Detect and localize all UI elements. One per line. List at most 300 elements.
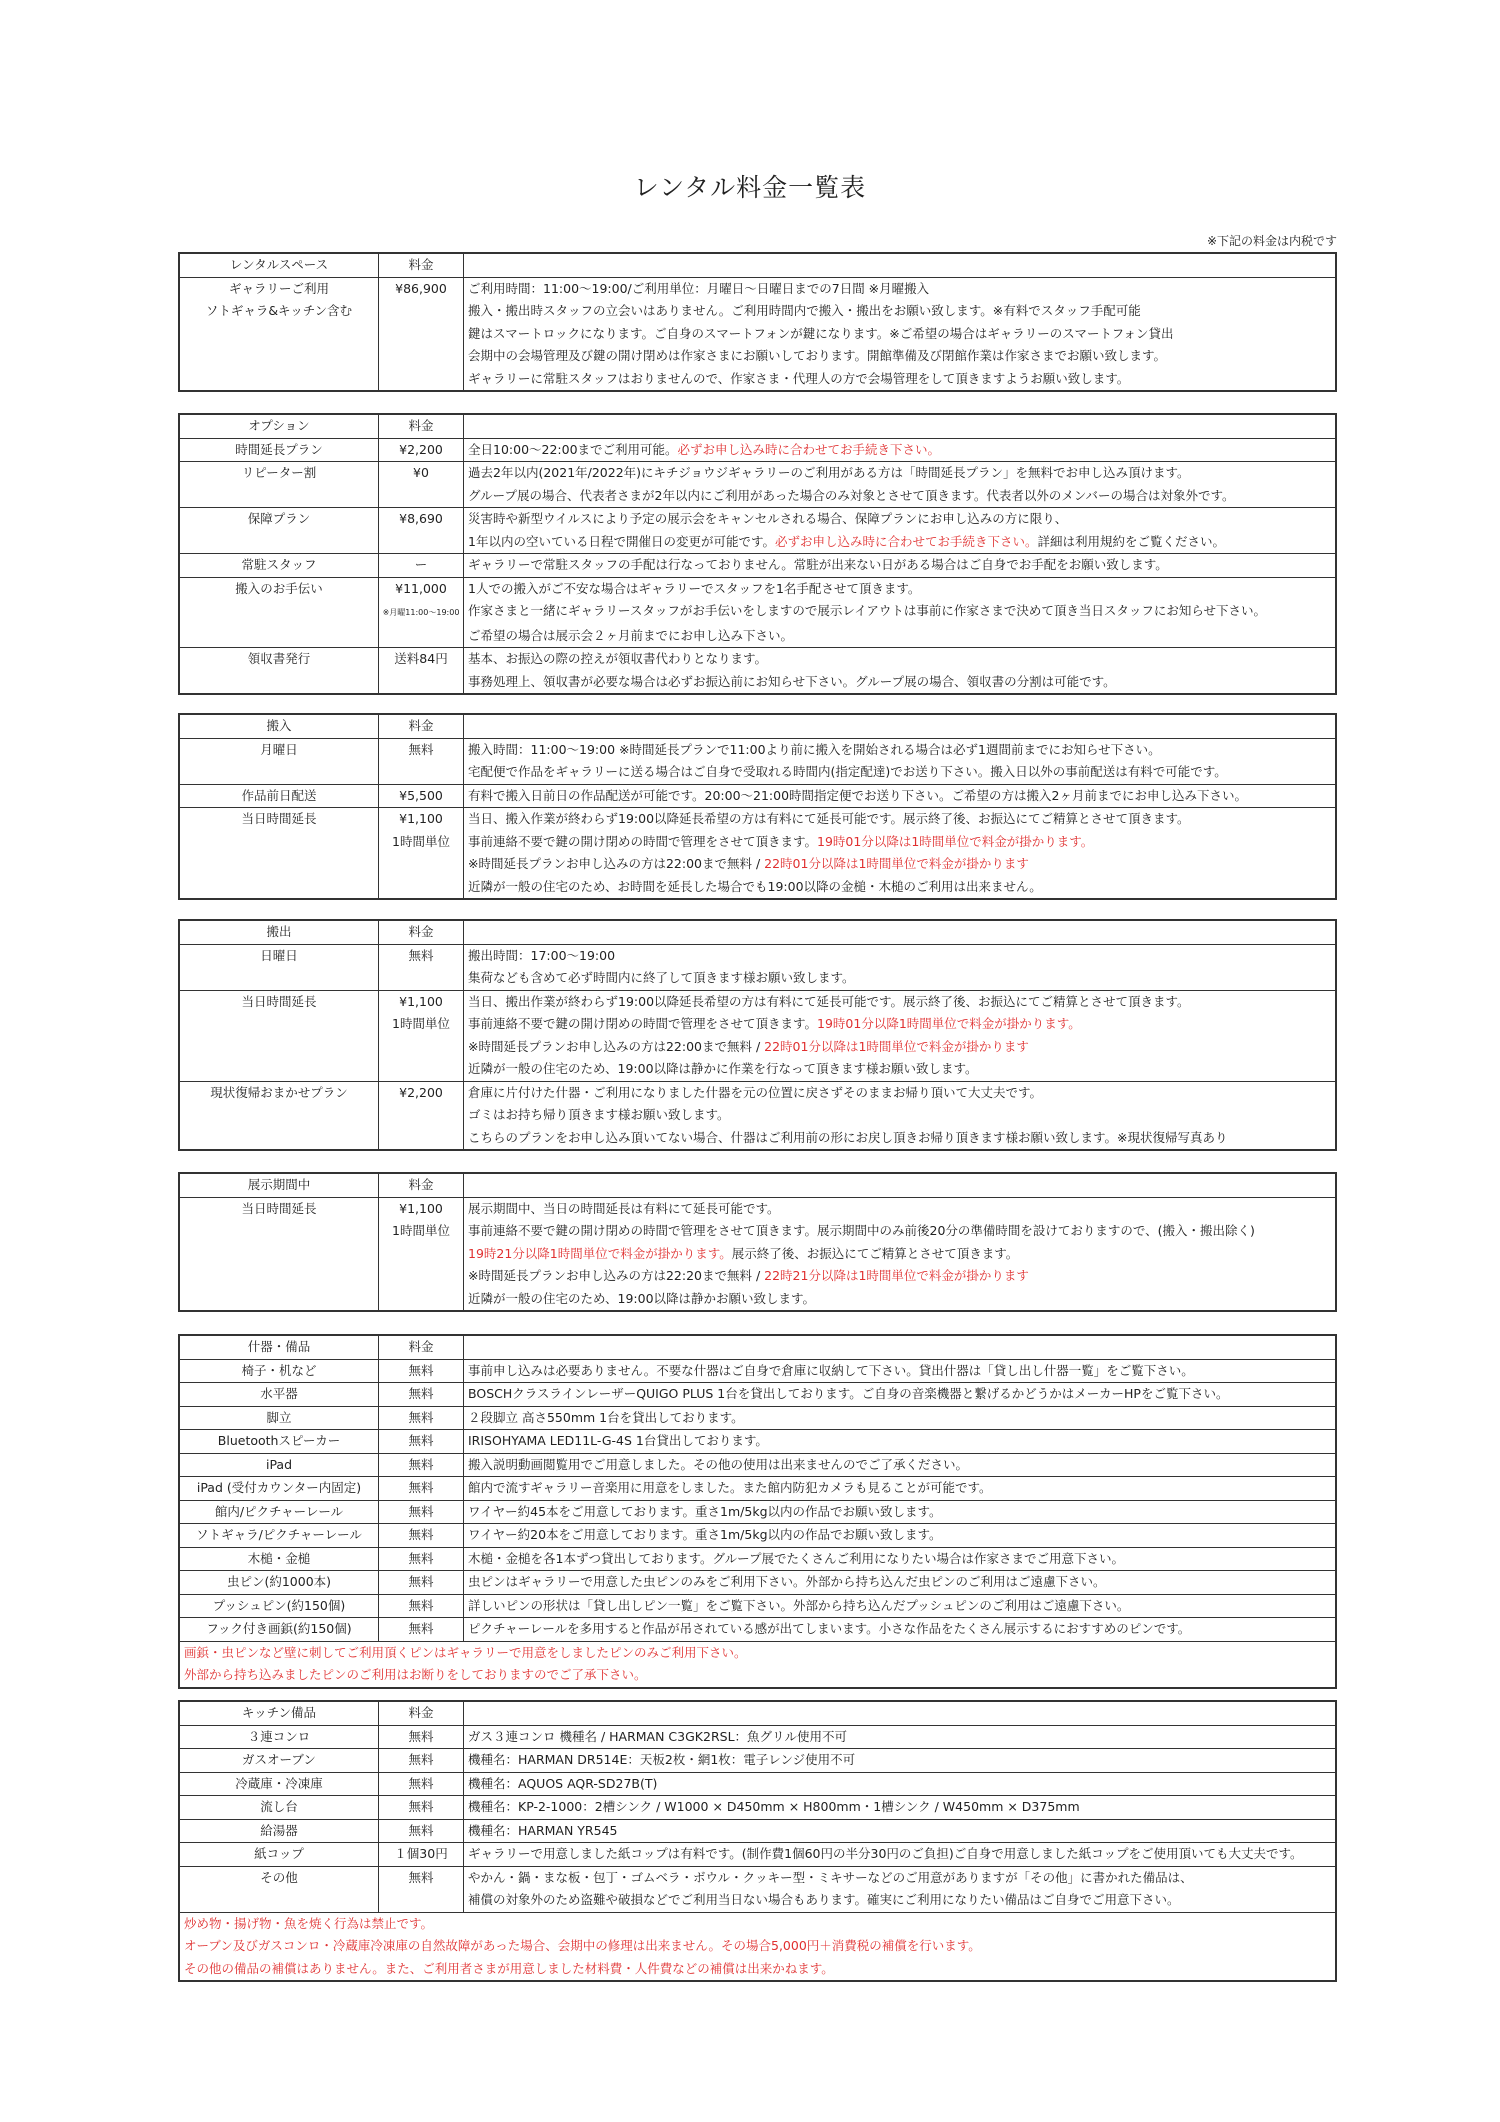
price-cell bbox=[379, 462, 464, 485]
description-text: 事務処理上、領収書が必要な場合は必ずお振込前にお知らせ下さい。グループ展の場合、領収書の分割は可能です。 bbox=[468, 673, 1116, 689]
price-cell bbox=[379, 1500, 464, 1524]
item-name-cell bbox=[180, 1594, 379, 1618]
price: 送料84円 bbox=[394, 651, 448, 666]
item-name-cell bbox=[180, 808, 379, 831]
item-name-cell bbox=[180, 554, 379, 578]
table-row bbox=[180, 1547, 1335, 1571]
table-row bbox=[180, 323, 1335, 346]
price-cell bbox=[379, 300, 464, 323]
table-row bbox=[180, 1430, 1335, 1454]
column-header bbox=[464, 715, 1336, 738]
item-name-cell bbox=[180, 990, 379, 1013]
price-cell bbox=[379, 323, 464, 346]
description-text: 集荷なども含めて必ず時間内に終了して頂きます様お願い致します。 bbox=[468, 970, 855, 985]
price-cell bbox=[379, 1453, 464, 1477]
price-cell bbox=[379, 1772, 464, 1796]
item-name-cell bbox=[180, 1796, 379, 1820]
table-row bbox=[180, 853, 1335, 876]
description-highlight: 必ずお申し込み時に合わせてお手続き下さい。 bbox=[774, 533, 1038, 549]
price: 無料 bbox=[408, 1574, 434, 1589]
description-text: こちらのプランをお申し込み頂いてない場合、什器はご利用前の形にお戻し頂きお帰り頂きます様お願い致します。※現状復帰写真あり bbox=[468, 1129, 1228, 1145]
description-cell bbox=[464, 1889, 1336, 1912]
description-text: ※時間延長プランお申し込みの方は22:00まで無料 / bbox=[468, 856, 765, 871]
description-cell bbox=[464, 300, 1336, 323]
price-cell bbox=[379, 368, 464, 391]
description-cell bbox=[464, 761, 1336, 784]
price: １個30円 bbox=[394, 1846, 448, 1861]
price-cell bbox=[379, 554, 464, 578]
table-row bbox=[180, 531, 1335, 554]
price: ¥1,100 bbox=[399, 1200, 443, 1216]
description-text: 近隣が一般の住宅のため、19:00以降は静かお願い致します。 bbox=[468, 1290, 816, 1306]
column-header: 搬出 bbox=[180, 921, 379, 944]
item-name-cell bbox=[180, 738, 379, 761]
price: 無料 bbox=[408, 1386, 434, 1401]
table-row bbox=[180, 1058, 1335, 1081]
price: 無料 bbox=[408, 1752, 434, 1767]
table-row bbox=[180, 1243, 1335, 1266]
table-row bbox=[180, 368, 1335, 391]
table-row bbox=[180, 990, 1335, 1013]
description-cell bbox=[464, 853, 1336, 876]
price-cell bbox=[379, 967, 464, 990]
description-highlight: 必ずお申し込み時に合わせてお手続き下さい。 bbox=[677, 441, 941, 457]
table-header-row bbox=[180, 921, 1335, 944]
item-name-cell bbox=[180, 1889, 379, 1912]
description-text: 展示期間中、当日の時間延長は有料にて延長可能です。 bbox=[468, 1200, 780, 1216]
price: ¥2,200 bbox=[399, 441, 443, 457]
description-cell bbox=[464, 1243, 1336, 1266]
description-cell bbox=[464, 1547, 1336, 1571]
table-row bbox=[180, 625, 1335, 648]
table-row bbox=[180, 1749, 1335, 1773]
item-name-cell bbox=[180, 1359, 379, 1383]
description-cell bbox=[464, 345, 1336, 368]
price: 無料 bbox=[408, 1621, 434, 1636]
description-text: 作家さまと一緒にギャラリースタッフがお手伝いをしますので展示レイアウトは事前に作家さまで決めて頂き当日スタッフにお知らせ下さい。 bbox=[468, 603, 1267, 618]
column-header: 料金 bbox=[379, 1336, 464, 1359]
notes-block bbox=[180, 1641, 1335, 1687]
section-options bbox=[178, 413, 1337, 695]
section-notes bbox=[180, 1912, 1335, 1981]
table-row bbox=[180, 1725, 1335, 1749]
price: 無料 bbox=[408, 1480, 434, 1495]
item-name-cell bbox=[180, 761, 379, 784]
table-row bbox=[180, 508, 1335, 531]
item-name-cell bbox=[180, 1265, 379, 1288]
price-cell bbox=[379, 1430, 464, 1454]
description-cell bbox=[464, 277, 1336, 300]
description-text: ギャラリーで用意しました紙コップは有料です。(制作費1個60円の半分30円のご負担)ご自身で用意しました紙コップをご使用頂いても大丈夫です。 bbox=[468, 1846, 1303, 1861]
description-cell bbox=[464, 554, 1336, 578]
description-cell bbox=[464, 1571, 1336, 1595]
item-name-cell bbox=[180, 784, 379, 808]
table-row bbox=[180, 1477, 1335, 1501]
price-cell bbox=[379, 277, 464, 300]
item-name: iPad (受付カウンター内固定) bbox=[196, 1480, 362, 1495]
table-row bbox=[180, 1104, 1335, 1127]
table-row bbox=[180, 1889, 1335, 1912]
table-row bbox=[180, 1127, 1335, 1150]
description-text: 近隣が一般の住宅のため、19:00以降は静かに作業を行なって頂きます様お願い致します。 bbox=[468, 1061, 978, 1076]
price-cell bbox=[379, 808, 464, 831]
item-name: 館内/ピクチャーレール bbox=[214, 1503, 344, 1519]
price-cell bbox=[379, 485, 464, 508]
item-name-cell bbox=[180, 1477, 379, 1501]
description-cell bbox=[464, 531, 1336, 554]
description-cell bbox=[464, 738, 1336, 761]
description-cell bbox=[464, 671, 1336, 694]
table-header-row bbox=[180, 1336, 1335, 1359]
description-text: ワイヤー約45本をご用意しております。重さ1m/5kg以内の作品でお願い致します。 bbox=[468, 1503, 942, 1519]
item-name: その他 bbox=[260, 1869, 298, 1885]
column-header bbox=[464, 415, 1336, 438]
description-text: BOSCHクラスラインレーザーQUIGO PLUS 1台を貸出しております。ご自身の音楽機器と繋げるかどうかはメーカーHPをご覧下さい。 bbox=[468, 1386, 1229, 1401]
price-cell bbox=[379, 1524, 464, 1548]
item-name: Bluetoothスピーカー bbox=[217, 1433, 341, 1448]
price: ¥8,690 bbox=[399, 511, 443, 526]
description-highlight: 22時01分以降は1時間単位で料金が掛かります bbox=[764, 856, 1029, 871]
note-line: その他の備品の補償はありません。また、ご利用者さまが用意しました材料費・人件費などの補償は出来かねます。 bbox=[184, 1960, 834, 1976]
description-text: 展示終了後、お振込にてご精算とさせて頂きます。 bbox=[731, 1245, 1019, 1261]
description-text: IRISOHYAMA LED11L-G-4S 1台貸出しております。 bbox=[468, 1433, 768, 1448]
description-text: 宅配便で作品をギャラリーに送る場合はご自身で受取れる時間内(指定配達)でお送り下さい。搬入日以外の事前配送は有料で可能です。 bbox=[468, 764, 1227, 779]
price-cell bbox=[379, 1081, 464, 1104]
price: 無料 bbox=[408, 1799, 434, 1814]
item-name-cell bbox=[180, 1288, 379, 1311]
price: ー bbox=[414, 557, 428, 572]
item-name: ガスオーブン bbox=[242, 1752, 316, 1767]
description-text: 機種名：HARMAN YR545 bbox=[468, 1822, 618, 1838]
table-row bbox=[180, 1796, 1335, 1820]
description-cell bbox=[464, 1749, 1336, 1773]
note-line: オーブン及びガスコンロ・冷蔵庫冷凍庫の自然故障があった場合、会期中の修理は出来ません。その場合5,000円＋消費税の補償を行います。 bbox=[184, 1938, 981, 1953]
item-name: フック付き画鋲(約150個) bbox=[206, 1621, 352, 1636]
table-row bbox=[180, 671, 1335, 694]
item-name-cell bbox=[180, 1571, 379, 1595]
price: ¥1,100 bbox=[399, 811, 443, 826]
price-cell bbox=[379, 761, 464, 784]
table-row bbox=[180, 1453, 1335, 1477]
section-fixtures bbox=[178, 1334, 1337, 1689]
table-row bbox=[180, 1288, 1335, 1311]
column-header: オプション bbox=[180, 415, 379, 438]
item-name: 紙コップ bbox=[254, 1846, 304, 1861]
description-text: 搬入説明動画閲覧用でご用意しました。その他の使用は出来ませんのでご了承ください。 bbox=[468, 1456, 969, 1472]
column-header: 料金 bbox=[379, 1174, 464, 1197]
item-name-cell bbox=[180, 967, 379, 990]
price-cell bbox=[379, 1819, 464, 1843]
price-cell bbox=[379, 438, 464, 462]
price: 1時間単位 bbox=[392, 1016, 450, 1031]
description-text: 基本、お振込の際の控えが領収書代わりとなります。 bbox=[468, 651, 768, 666]
column-header: 搬入 bbox=[180, 715, 379, 738]
description-text: ワイヤー約20本をご用意しております。重さ1m/5kg以内の作品でお願い致します。 bbox=[468, 1527, 942, 1542]
price-cell bbox=[379, 1477, 464, 1501]
price-cell bbox=[379, 1058, 464, 1081]
item-name-cell bbox=[180, 1220, 379, 1243]
notes-block bbox=[180, 1912, 1335, 1981]
price: 無料 bbox=[408, 1728, 434, 1744]
description-text: ２段脚立 高さ550mm 1台を貸出しております。 bbox=[468, 1409, 744, 1425]
item-name: ソトギャラ&キッチン含む bbox=[205, 303, 353, 318]
price: 無料 bbox=[408, 1527, 434, 1542]
item-name: 常駐スタッフ bbox=[241, 557, 317, 572]
description-cell bbox=[464, 1618, 1336, 1641]
section-rental-space bbox=[178, 252, 1337, 392]
item-name-cell bbox=[180, 368, 379, 391]
item-name: 時間延長プラン bbox=[235, 441, 323, 457]
item-name-cell bbox=[180, 1524, 379, 1548]
description-text: ご利用時間：11:00〜19:00/ご利用単位：月曜日〜日曜日までの7日間 ※月曜搬入 bbox=[468, 280, 930, 296]
price-cell bbox=[379, 345, 464, 368]
note-line: 炒め物・揚げ物・魚を焼く行為は禁止です。 bbox=[184, 1915, 434, 1931]
item-name: 当日時間延長 bbox=[241, 1200, 317, 1216]
description-cell bbox=[464, 990, 1336, 1013]
price-cell bbox=[379, 1889, 464, 1912]
description-cell bbox=[464, 1081, 1336, 1104]
price-cell bbox=[379, 990, 464, 1013]
description-highlight: 19時01分以降は1時間単位で料金が掛かります。 bbox=[817, 833, 1094, 849]
description-cell bbox=[464, 648, 1336, 671]
item-name-cell bbox=[180, 1430, 379, 1454]
price: 無料 bbox=[408, 741, 434, 757]
price-cell bbox=[379, 1383, 464, 1407]
table-row bbox=[180, 1819, 1335, 1843]
description-text: 事前連絡不要で鍵の開け閉めの時間で管理をさせて頂きます。 bbox=[468, 833, 818, 849]
table-row bbox=[180, 1866, 1335, 1889]
price-cell bbox=[379, 876, 464, 899]
price-cell bbox=[379, 1220, 464, 1243]
table-row bbox=[180, 1036, 1335, 1059]
table-header-row bbox=[180, 1174, 1335, 1197]
note-line: 外部から持ち込みましたピンのご利用はお断りをしておりますのでご了承下さい。 bbox=[184, 1667, 647, 1682]
table-row bbox=[180, 1406, 1335, 1430]
price-cell bbox=[379, 1265, 464, 1288]
item-name: 流し台 bbox=[260, 1799, 298, 1814]
item-name-cell bbox=[180, 1453, 379, 1477]
description-cell bbox=[464, 625, 1336, 648]
price: 無料 bbox=[408, 1869, 434, 1885]
item-name: 椅子・机など bbox=[241, 1362, 317, 1378]
item-name: 給湯器 bbox=[260, 1822, 298, 1838]
column-header: キッチン備品 bbox=[180, 1702, 379, 1725]
description-cell bbox=[464, 967, 1336, 990]
price-cell bbox=[379, 1406, 464, 1430]
item-name-cell bbox=[180, 1749, 379, 1773]
description-text: ※時間延長プランお申し込みの方は22:00まで無料 / bbox=[468, 1038, 765, 1054]
description-text: 詳しいピンの形状は「貸し出しピン一覧」をご覧下さい。外部から持ち込んだプッシュピンのご利用はご遠慮下さい。 bbox=[468, 1597, 1130, 1613]
item-name-cell bbox=[180, 671, 379, 694]
section-carry-out bbox=[178, 919, 1337, 1151]
price-cell bbox=[379, 1594, 464, 1618]
price-cell bbox=[379, 1571, 464, 1595]
description-cell bbox=[464, 462, 1336, 485]
price-cell bbox=[379, 600, 464, 625]
description-cell bbox=[464, 1796, 1336, 1820]
item-name: 当日時間延長 bbox=[241, 993, 317, 1009]
table-row bbox=[180, 808, 1335, 831]
price-cell bbox=[379, 671, 464, 694]
price: 無料 bbox=[408, 1775, 434, 1791]
item-name-cell bbox=[180, 1866, 379, 1889]
price-cell bbox=[379, 784, 464, 808]
description-cell bbox=[464, 784, 1336, 808]
description-cell bbox=[464, 1477, 1336, 1501]
description-cell bbox=[464, 831, 1336, 854]
price-cell bbox=[379, 1359, 464, 1383]
description-text: 詳細は利用規約をご覧ください。 bbox=[1037, 533, 1225, 549]
price: ※月曜11:00〜19:00 bbox=[382, 608, 460, 617]
description-cell bbox=[464, 1104, 1336, 1127]
price: ¥86,900 bbox=[395, 280, 447, 296]
price: 1時間単位 bbox=[392, 1223, 450, 1238]
item-name: プッシュピン(約150個) bbox=[212, 1597, 346, 1613]
description-text: ゴミはお持ち帰り頂きます様お願い致します。 bbox=[468, 1107, 730, 1122]
price-cell bbox=[379, 531, 464, 554]
column-header bbox=[464, 1702, 1336, 1725]
item-name-cell bbox=[180, 1081, 379, 1104]
table-row bbox=[180, 1618, 1335, 1641]
item-name-cell bbox=[180, 277, 379, 300]
table-row bbox=[180, 784, 1335, 808]
description-cell bbox=[464, 1500, 1336, 1524]
description-cell bbox=[464, 1430, 1336, 1454]
description-text: ガス３連コンロ 機種名 / HARMAN C3GK2RSL：魚グリル使用不可 bbox=[468, 1728, 848, 1744]
table-row bbox=[180, 648, 1335, 671]
price: 無料 bbox=[408, 1456, 434, 1472]
table-header-row bbox=[180, 715, 1335, 738]
table-row bbox=[180, 1359, 1335, 1383]
price-cell bbox=[379, 1843, 464, 1867]
item-name-cell bbox=[180, 345, 379, 368]
item-name: 脚立 bbox=[266, 1409, 292, 1425]
table-row bbox=[180, 831, 1335, 854]
description-text: 当日、搬出作業が終わらず19:00以降延長希望の方は有料にて延長可能です。展示終了後、お振込にてご精算とさせて頂きます。 bbox=[468, 993, 1190, 1009]
item-name-cell bbox=[180, 1036, 379, 1059]
price-cell bbox=[379, 1547, 464, 1571]
note-line: 画鋲・虫ピンなど壁に刺してご利用頂くピンはギャラリーで用意をしましたピンのみご利用下さい。 bbox=[184, 1644, 747, 1660]
table-row bbox=[180, 1500, 1335, 1524]
table-row bbox=[180, 944, 1335, 967]
description-cell bbox=[464, 368, 1336, 391]
description-text: 搬入・搬出時スタッフの立会いはありません。ご利用時間内で搬入・搬出をお願い致します。※有料でスタッフ手配可能 bbox=[468, 303, 1141, 318]
description-text: 虫ピンはギャラリーで用意した虫ピンのみをご利用下さい。外部から持ち込んだ虫ピンのご利用はご遠慮下さい。 bbox=[468, 1574, 1106, 1589]
item-name-cell bbox=[180, 876, 379, 899]
price: 無料 bbox=[408, 1409, 434, 1425]
description-cell bbox=[464, 1220, 1336, 1243]
column-header: 料金 bbox=[379, 1702, 464, 1725]
item-name: 冷蔵庫・冷凍庫 bbox=[235, 1775, 323, 1791]
price-cell bbox=[379, 1013, 464, 1036]
table-row bbox=[180, 485, 1335, 508]
price-cell bbox=[379, 1243, 464, 1266]
description-cell bbox=[464, 944, 1336, 967]
description-text: 災害時や新型ウイルスにより予定の展示会をキャンセルされる場合、保障プランにお申し込みの方に限り、 bbox=[468, 511, 1068, 526]
description-text: ※時間延長プランお申し込みの方は22:20まで無料 / bbox=[468, 1268, 765, 1283]
price-cell bbox=[379, 1618, 464, 1641]
section-kitchen bbox=[178, 1700, 1337, 1982]
description-cell bbox=[464, 1725, 1336, 1749]
item-name-cell bbox=[180, 438, 379, 462]
price: 無料 bbox=[408, 1503, 434, 1519]
table-row bbox=[180, 1571, 1335, 1595]
item-name-cell bbox=[180, 831, 379, 854]
description-text: グループ展の場合、代表者さまが2年以内にご利用があった場合のみ対象とさせて頂きます。代表者以外のメンバーの場合は対象外です。 bbox=[468, 487, 1235, 503]
table-header-row bbox=[180, 1702, 1335, 1725]
item-name: 作品前日配送 bbox=[241, 787, 317, 803]
item-name: 木槌・金槌 bbox=[247, 1550, 311, 1566]
item-name: 水平器 bbox=[260, 1386, 298, 1401]
table-row bbox=[180, 554, 1335, 578]
price-cell bbox=[379, 508, 464, 531]
description-cell bbox=[464, 1819, 1336, 1843]
description-cell bbox=[464, 1265, 1336, 1288]
item-name-cell bbox=[180, 1725, 379, 1749]
description-cell bbox=[464, 1453, 1336, 1477]
table-row bbox=[180, 277, 1335, 300]
table-row bbox=[180, 438, 1335, 462]
description-text: ギャラリーで常駐スタッフの手配は行なっておりません。常駐が出来ない日がある場合はご自身でお手配をお願い致します。 bbox=[468, 557, 1168, 572]
description-text: 事前連絡不要で鍵の開け閉めの時間で管理をさせて頂きます。 bbox=[468, 1016, 818, 1031]
description-cell bbox=[464, 1058, 1336, 1081]
item-name-cell bbox=[180, 1243, 379, 1266]
description-text: やかん・鍋・まな板・包丁・ゴムベラ・ボウル・クッキー型・ミキサーなどのご用意がありますが「その他」に書かれた備品は、 bbox=[468, 1869, 1193, 1885]
description-text: 鍵はスマートロックになります。ご自身のスマートフォンが鍵になります。※ご希望の場合はギャラリーのスマートフォン貸出 bbox=[468, 325, 1174, 341]
price-cell bbox=[379, 1104, 464, 1127]
description-cell bbox=[464, 508, 1336, 531]
item-name-cell bbox=[180, 600, 379, 625]
description-text: 有料で搬入日前日の作品配送が可能です。20:00〜21:00時間指定便でお送り下さい。ご希望の方は搬入2ヶ月前までにお申し込み下さい。 bbox=[468, 787, 1248, 803]
item-name-cell bbox=[180, 1383, 379, 1407]
item-name-cell bbox=[180, 300, 379, 323]
price-cell bbox=[379, 1127, 464, 1150]
price: 無料 bbox=[408, 1362, 434, 1378]
description-highlight: 22時21分以降は1時間単位で料金が掛かります bbox=[764, 1268, 1029, 1283]
section-notes bbox=[180, 1641, 1335, 1687]
description-text: 事前連絡不要で鍵の開け閉めの時間で管理をさせて頂きます。展示期間中のみ前後20分の準備時間を設けておりますので、(搬入・搬出除く) bbox=[468, 1223, 1255, 1238]
item-name: 現状復帰おまかせプラン bbox=[210, 1084, 348, 1100]
table-row bbox=[180, 1843, 1335, 1867]
table-row bbox=[180, 1013, 1335, 1036]
price: 無料 bbox=[408, 1433, 434, 1448]
description-cell bbox=[464, 1524, 1336, 1548]
table-row bbox=[180, 876, 1335, 899]
price-cell bbox=[379, 831, 464, 854]
description-cell bbox=[464, 1036, 1336, 1059]
description-text: 搬出時間：17:00〜19:00 bbox=[468, 947, 616, 963]
column-header: 料金 bbox=[379, 254, 464, 277]
price: ¥1,100 bbox=[399, 993, 443, 1009]
table-row bbox=[180, 761, 1335, 784]
price: 無料 bbox=[408, 1550, 434, 1566]
table-row bbox=[180, 1772, 1335, 1796]
column-header: 料金 bbox=[379, 415, 464, 438]
item-name-cell bbox=[180, 531, 379, 554]
description-text: 当日、搬入作業が終わらず19:00以降延長希望の方は有料にて延長可能です。展示終了後、お振込にてご精算とさせて頂きます。 bbox=[468, 811, 1190, 826]
price: ¥2,200 bbox=[399, 1084, 443, 1100]
page-title: レンタル料金一覧表 bbox=[633, 173, 867, 202]
description-text: ギャラリーに常駐スタッフはおりませんので、作家さま・代理人の方で会場管理をして頂きますようお願い致します。 bbox=[468, 370, 1130, 386]
item-name: 領収書発行 bbox=[247, 651, 311, 666]
description-cell bbox=[464, 1866, 1336, 1889]
item-name: 当日時間延長 bbox=[241, 811, 317, 826]
column-header: 料金 bbox=[379, 715, 464, 738]
item-name-cell bbox=[180, 1058, 379, 1081]
description-text: 1人での搬入がご不安な場合はギャラリーでスタッフを1名手配させて頂きます。 bbox=[468, 580, 921, 596]
column-header: 什器・備品 bbox=[180, 1336, 379, 1359]
description-text: 倉庫に片付けた什器・ご利用になりました什器を元の位置に戻さずそのままお帰り頂いて大丈夫です。 bbox=[468, 1084, 1043, 1100]
